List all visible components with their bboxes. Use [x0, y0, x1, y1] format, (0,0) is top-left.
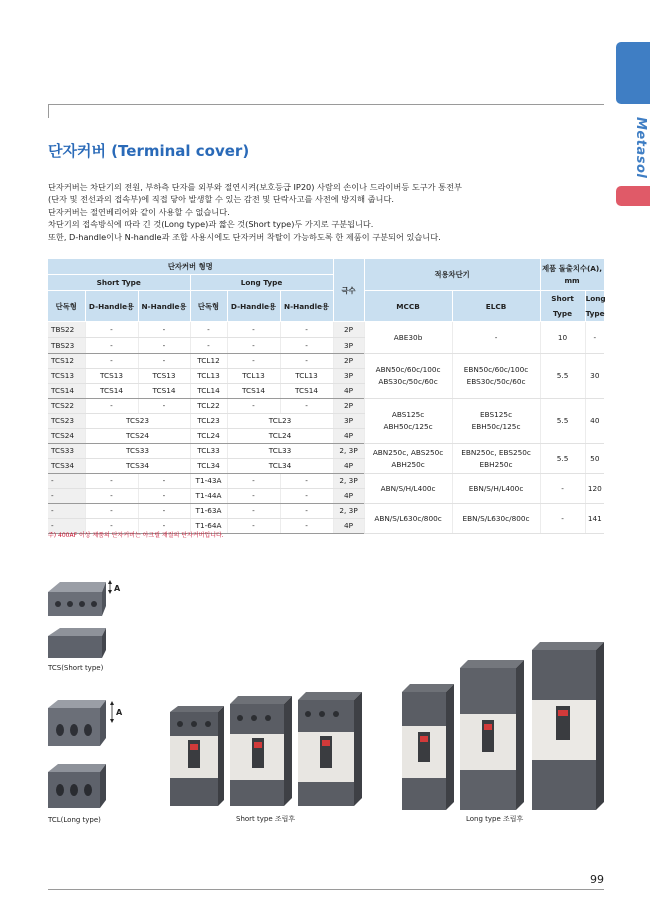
cell-model: TCS22 [48, 399, 85, 414]
cell-model: - [190, 322, 227, 338]
cell-dim-short: 10 [540, 322, 585, 354]
header-rule [48, 104, 604, 105]
cell-model: TCS13 [85, 369, 138, 384]
cell-mccb: ABE30b [364, 322, 452, 354]
cell-pole: 4P [333, 519, 364, 534]
cell-dim-long: 30 [585, 354, 604, 399]
cell-pole: 4P [333, 429, 364, 444]
cell-model: TCL33 [227, 444, 333, 459]
header-rule-tick [48, 104, 49, 118]
cell-model: - [138, 354, 190, 369]
cell-model: TCS24 [48, 429, 85, 444]
cell-model: - [227, 489, 280, 504]
table-note: 주) 400AF 이상 제품의 단자커버는 아크릴 재질의 단자커버입니다. [48, 532, 224, 539]
cell-pole: 2, 3P [333, 504, 364, 519]
mccb-line: ABH250c [391, 459, 425, 469]
cell-model: TCS33 [85, 444, 190, 459]
dim-label-a: A [116, 708, 123, 717]
cell-elcb: - [452, 322, 540, 354]
cell-pole: 2, 3P [333, 474, 364, 489]
short-type-assembled-photo [166, 688, 366, 810]
mccb-line: ABS30c/50c/60c [378, 377, 438, 386]
header-poles: 극수 [333, 259, 364, 322]
cell-model: - [138, 399, 190, 414]
cell-model: TCS12 [48, 354, 85, 369]
brand-label: Metasol [633, 117, 648, 179]
header-protrusion: 제품 돌출치수(A), mm [540, 259, 604, 291]
cell-dim-short: 5.5 [540, 354, 585, 399]
long-type-assembled-photo [398, 640, 608, 816]
tcs-top-face [48, 582, 106, 592]
cell-model: - [138, 474, 190, 489]
cell-pole: 3P [333, 338, 364, 354]
tcl-top-face [48, 700, 106, 708]
header-long-col: Long Type [585, 291, 604, 322]
cell-model: - [48, 489, 85, 504]
cell-model: TCS33 [48, 444, 85, 459]
cell-model: - [280, 322, 333, 338]
cell-model: - [138, 338, 190, 354]
long-type-caption: Long type 조립후 [466, 815, 524, 823]
cell-model: - [48, 504, 85, 519]
cell-dim-short: 5.5 [540, 399, 585, 444]
cell-dim-short: - [540, 474, 585, 504]
header-d-handle: D-Handle용 [85, 291, 138, 322]
tcs-bottom-front [48, 636, 102, 658]
cell-model: - [280, 399, 333, 414]
cell-model: - [138, 489, 190, 504]
cell-model: - [227, 504, 280, 519]
cell-model: TCL34 [190, 459, 227, 474]
breaker-unit [170, 706, 224, 806]
dim-label-a: A [114, 584, 121, 593]
cell-model: TCS14 [138, 384, 190, 399]
cell-dim-long: - [585, 322, 604, 354]
cell-model: - [85, 322, 138, 338]
cell-pole: 3P [333, 414, 364, 429]
cell-mccb [364, 444, 452, 474]
cell-model: - [85, 338, 138, 354]
cell-model: - [138, 519, 190, 534]
cell-model: T1-43A [190, 474, 227, 489]
intro-line: 또한, D-handle이나 N-handle과 조합 사용시에도 단자커버 착탈이 가능하도록 한 제품이 구분되어 있습니다. [48, 231, 441, 242]
elcb-line: EBN250c, EBS250c [461, 447, 531, 457]
cell-model: TCS13 [48, 369, 85, 384]
cell-model: TCS14 [85, 384, 138, 399]
mccb-line: ABN250c, ABS250c [372, 447, 444, 457]
header-mccb: MCCB [364, 291, 452, 322]
cell-model: TCL13 [280, 369, 333, 384]
header-short-col: Short Type [540, 291, 585, 322]
elcb-line: EBN50c/60c/100c [463, 365, 529, 374]
cell-model: TCL12 [190, 354, 227, 369]
cell-model: T1-64A [190, 519, 227, 534]
cell-model: TCL24 [227, 429, 333, 444]
header-single: 단독형 [190, 291, 227, 322]
cell-elcb: EBN/S/L630c/800c [452, 504, 540, 534]
cell-model: TCS23 [48, 414, 85, 429]
cell-elcb: EBN/S/H/L400c [452, 474, 540, 504]
cell-model: - [227, 519, 280, 534]
cell-mccb: ABN/S/H/L400c [364, 474, 452, 504]
cell-model: - [280, 474, 333, 489]
elcb-line: EBS125c [480, 410, 513, 419]
header-elcb: ELCB [452, 291, 540, 322]
cell-model: TCL34 [227, 459, 333, 474]
section-tab-red [616, 186, 650, 206]
page-number: 99 [590, 873, 604, 886]
breaker-unit [532, 642, 604, 810]
breaker-unit [402, 684, 454, 810]
cell-model: - [280, 504, 333, 519]
cell-model: T1-44A [190, 489, 227, 504]
cell-dim-short: 5.5 [540, 444, 585, 474]
cell-pole: 2P [333, 354, 364, 369]
header-d-handle: D-Handle용 [227, 291, 280, 322]
cell-mccb [364, 354, 452, 399]
cell-pole: 4P [333, 459, 364, 474]
tcl-caption: TCL(Long type) [48, 816, 101, 824]
cell-model: TCS14 [280, 384, 333, 399]
cell-pole: 4P [333, 384, 364, 399]
elcb-line: EBH250c [479, 459, 513, 469]
header-n-handle: N-Handle용 [280, 291, 333, 322]
cell-elcb [452, 399, 540, 444]
cell-model: TCS23 [85, 414, 190, 429]
tcl-bottom-top [48, 764, 106, 772]
cell-model: - [280, 489, 333, 504]
short-type-caption: Short type 조립후 [236, 815, 296, 823]
cell-model: - [85, 474, 138, 489]
cell-model: - [85, 489, 138, 504]
header-short-type: Short Type [48, 275, 190, 291]
breaker-unit [230, 696, 292, 806]
breaker-unit [298, 692, 362, 806]
cell-pole: 4P [333, 489, 364, 504]
cell-dim-long: 141 [585, 504, 604, 534]
header-single: 단독형 [48, 291, 85, 322]
cell-elcb [452, 354, 540, 399]
cell-model: TCL24 [190, 429, 227, 444]
header-n-handle: N-Handle용 [138, 291, 190, 322]
cell-mccb [364, 399, 452, 444]
header-long-type: Long Type [190, 275, 333, 291]
cell-model: - [227, 338, 280, 354]
cell-dim-short: - [540, 504, 585, 534]
cell-model: TCL23 [227, 414, 333, 429]
cell-model: TCS13 [138, 369, 190, 384]
tcs-bottom-top [48, 628, 106, 636]
intro-line: 단자커버는 절연베리어와 같이 사용할 수 없습니다. [48, 206, 230, 217]
cell-model: TBS23 [48, 338, 85, 354]
cell-dim-long: 120 [585, 474, 604, 504]
cell-model: - [227, 399, 280, 414]
header-cover-model: 단자커버 형명 [48, 259, 333, 275]
cell-model: - [227, 322, 280, 338]
cell-model: TCS34 [85, 459, 190, 474]
cell-model: TCS14 [227, 384, 280, 399]
tcs-cover-illustration [44, 578, 136, 662]
tcs-caption: TCS(Short type) [48, 664, 104, 672]
tcl-cover-illustration [44, 696, 136, 814]
mccb-line: ABS125c [391, 410, 425, 419]
elcb-line: EBH50c/125c [471, 422, 521, 431]
header-applicable-breaker: 적용차단기 [364, 259, 540, 291]
cell-model: TCL13 [190, 369, 227, 384]
cell-model: - [227, 354, 280, 369]
cell-model: TBS22 [48, 322, 85, 338]
spec-table [48, 259, 605, 534]
section-tab-blue [616, 42, 650, 104]
cell-pole: 2P [333, 399, 364, 414]
mccb-line: ABH50c/125c [383, 422, 433, 431]
cell-model: - [138, 322, 190, 338]
cell-model: TCL22 [190, 399, 227, 414]
cell-pole: 3P [333, 369, 364, 384]
cell-model: - [280, 354, 333, 369]
breaker-unit [460, 660, 524, 810]
cell-model: - [85, 354, 138, 369]
cell-model: TCL23 [190, 414, 227, 429]
cell-model: - [85, 504, 138, 519]
cell-model: - [85, 519, 138, 534]
cell-model: TCS34 [48, 459, 85, 474]
cell-dim-long: 40 [585, 399, 604, 444]
intro-line: (단자 및 전선과의 접속부)에 직접 닿아 발생할 수 있는 감전 및 단락사고를 사전에 방지해 줍니다. [48, 194, 394, 205]
cell-model: TCL33 [190, 444, 227, 459]
footer-rule [48, 889, 604, 890]
cell-model: - [85, 399, 138, 414]
cell-pole: 2, 3P [333, 444, 364, 459]
cell-model: - [280, 338, 333, 354]
cell-model: - [190, 338, 227, 354]
cell-model: TCS24 [85, 429, 190, 444]
cell-dim-long: 50 [585, 444, 604, 474]
cell-model: TCL14 [190, 384, 227, 399]
cell-pole: 2P [333, 322, 364, 338]
cell-model: - [227, 474, 280, 489]
cell-model: - [48, 474, 85, 489]
cell-model: - [48, 519, 85, 534]
cell-model: T1-63A [190, 504, 227, 519]
cell-model: - [138, 504, 190, 519]
page-title: 단자커버 (Terminal cover) [48, 142, 250, 160]
cell-model: TCL13 [227, 369, 280, 384]
elcb-line: EBS30c/50c/60c [466, 377, 526, 386]
cell-model: - [280, 519, 333, 534]
cell-mccb: ABN/S/L630c/800c [364, 504, 452, 534]
mccb-line: ABN50c/60c/100c [375, 365, 441, 374]
intro-line: 단자커버는 차단기의 전원, 부하측 단자를 외부와 절연시켜(보호등급 IP20) 사람의 손이나 드라이버등 도구가 통전부 [48, 182, 462, 192]
cell-elcb [452, 444, 540, 474]
cell-model: TCS14 [48, 384, 85, 399]
intro-text [48, 181, 600, 243]
intro-line: 차단기의 접속방식에 따라 긴 것(Long type)과 짧은 것(Short type)두 가지로 구분됩니다. [48, 219, 374, 230]
